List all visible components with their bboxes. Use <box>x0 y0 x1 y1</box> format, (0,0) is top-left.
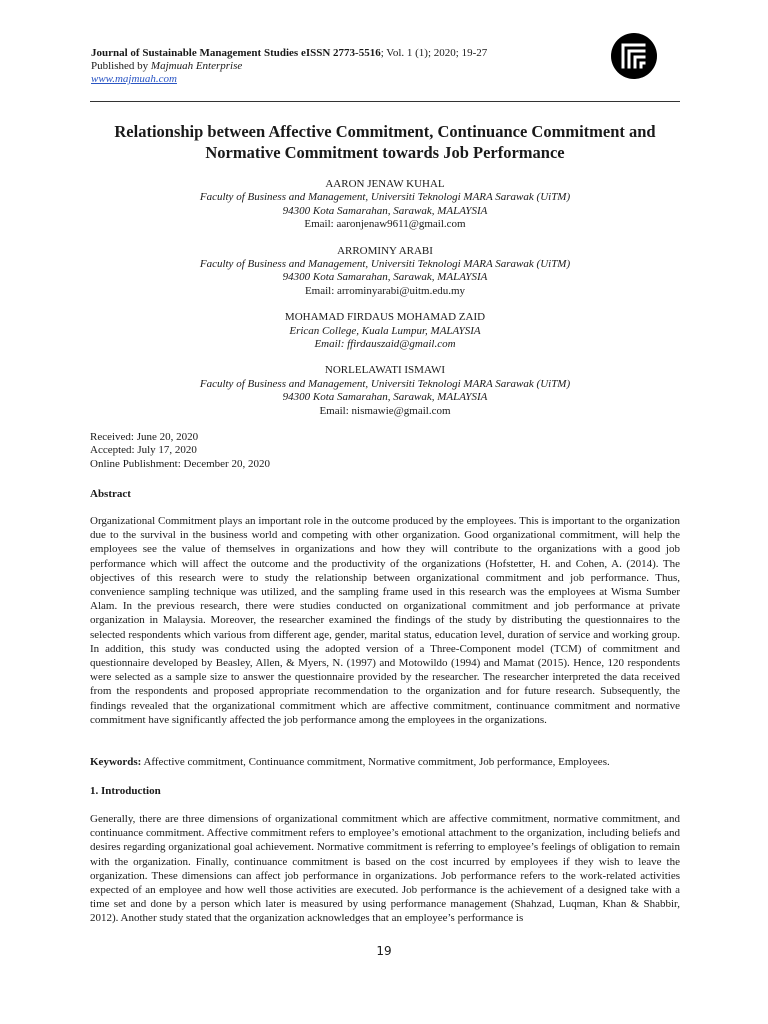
received-date: Received: June 20, 2020 <box>90 431 199 443</box>
majmuah-logo-icon <box>611 33 657 79</box>
keywords-label: Keywords: <box>90 756 142 768</box>
author-email: Email: nismawie@gmail.com <box>319 404 451 417</box>
accepted-date: Accepted: July 17, 2020 <box>90 444 197 457</box>
keywords-list: Affective commitment, Continuance commitment, Normative commitment, Job performance, Employees. <box>141 756 610 768</box>
publisher-name: Majmuah Enterprise <box>150 60 243 72</box>
author-email: Email: arrominyarabi@uitm.edu.my <box>304 284 466 297</box>
author-name: AARON JENAW KUHAL <box>325 178 445 190</box>
author-affiliation: Erican College, Kuala Lumpur, MALAYSIA <box>289 324 481 337</box>
journal-header <box>91 47 611 86</box>
author-list <box>90 178 680 431</box>
paper-title: Relationship between Affective Commitment, Continuance Commitment and Normative Commitment towards Job Performance <box>114 122 656 162</box>
journal-name: Journal of Sustainable Management Studies eISSN 2773-5516 <box>91 47 381 59</box>
author-affiliation: Faculty of Business and Management, Universiti Teknologi MARA Sarawak (UiTM) <box>199 377 571 390</box>
author-address: 94300 Kota Samarahan, Sarawak, MALAYSIA <box>282 391 488 404</box>
author-block <box>90 311 680 351</box>
introduction-text: Generally, there are three dimensions of organizational commitment which are affective commitment, normative commitment, and continuance commitment. Affective commitment refers to employee’s emotional attachment to the organization, including beliefs and desires regarding organizational goal achievement. Normative commitment is referring to employee’s feelings of obligation to remain with the organization. Finally, continuance commitment is based on the cost incurred by employees if they wish to leave the organization. These dimensions can affect job performance in organizations. Job performance refers to the work-related activities expected of an employee and how well those activities are executed. Job performance is the achievement of a designed take with a time set and done by a person which later is measured by using performance management (Shahzad, Luqman, Khan & Shabbir, 2012). Another study stated that the organization acknowledges that an employee’s performance is <box>90 813 680 925</box>
author-email: Email: ffirdauszaid@gmail.com <box>314 338 456 351</box>
introduction-heading: 1. Introduction <box>90 785 161 797</box>
page-number: 19 <box>376 944 392 958</box>
author-affiliation: Faculty of Business and Management, Universiti Teknologi MARA Sarawak (UiTM) <box>199 191 571 204</box>
publisher-link[interactable]: www.majmuah.com <box>91 73 177 85</box>
header-divider <box>90 101 680 102</box>
author-name: NORLELAWATI ISMAWI <box>324 364 446 377</box>
published-by-label: Published by <box>91 60 151 72</box>
author-block <box>90 178 680 232</box>
author-address: 94300 Kota Samarahan, Sarawak, MALAYSIA <box>282 271 488 284</box>
author-email: Email: aaronjenaw9611@gmail.com <box>304 218 466 231</box>
abstract-heading: Abstract <box>90 488 131 500</box>
author-block <box>90 364 680 418</box>
author-name: MOHAMAD FIRDAUS MOHAMAD ZAID <box>284 311 486 324</box>
keywords <box>90 755 680 769</box>
author-affiliation: Faculty of Business and Management, Universiti Teknologi MARA Sarawak (UiTM) <box>199 258 571 271</box>
author-name: ARROMINY ARABI <box>337 244 433 257</box>
publisher-line <box>91 60 611 73</box>
journal-citation <box>91 47 611 60</box>
author-address: 94300 Kota Samarahan, Sarawak, MALAYSIA <box>282 204 488 217</box>
publication-dates <box>90 431 390 471</box>
journal-volume: ; Vol. 1 (1); 2020; 19-27 <box>380 47 488 59</box>
online-date: Online Publishment: December 20, 2020 <box>90 457 270 470</box>
abstract-text: Organizational Commitment plays an important role in the outcome produced by the employees. This is important to the organization due to the survival in the business world and competing with other organization. Good organizational commitment, will help the employees see the value of themselves in organizations and how they will contribute to the organizations with a good job performance which will affect the outcome and the productivity of the organizations (Hofstetter, H. and Cohen, A. (2014). The objectives of this research were to study the relationship between organizational commitment and job performance. Thus, convenience sampling technique was utilized, and the sampling frame used in this research was the employees at Wisma Sumber Alam. In the previous research, there were studies conducted on organizational commitment and job performance at private organization in Malaysia. Moreover, the researcher examined the findings of the study by distributing the questionnaires to the selected respondents which various from different age, gender, marital status, education level, duration of service and working group. In addition, this study was conducted using the adopted version of a Three-Component model (TCM) of commitment and questionnaire developed by Beasley, Allen, & Myers, N. (1997) and Motowildo (1994) and Mamat (2015). Hence, 120 respondents were selected as a sample size to answer the questionnaire provided by the researcher. The researcher interpreted the data received from the respondents and proposed appropriate recommendation to the organization and for future research. Subsequently, the findings revealed that the organizational commitment which are affective commitment, continuance commitment and normative commitment have significantly affected the job performance among the employees in the organizations. <box>90 515 680 726</box>
author-block <box>90 245 680 299</box>
